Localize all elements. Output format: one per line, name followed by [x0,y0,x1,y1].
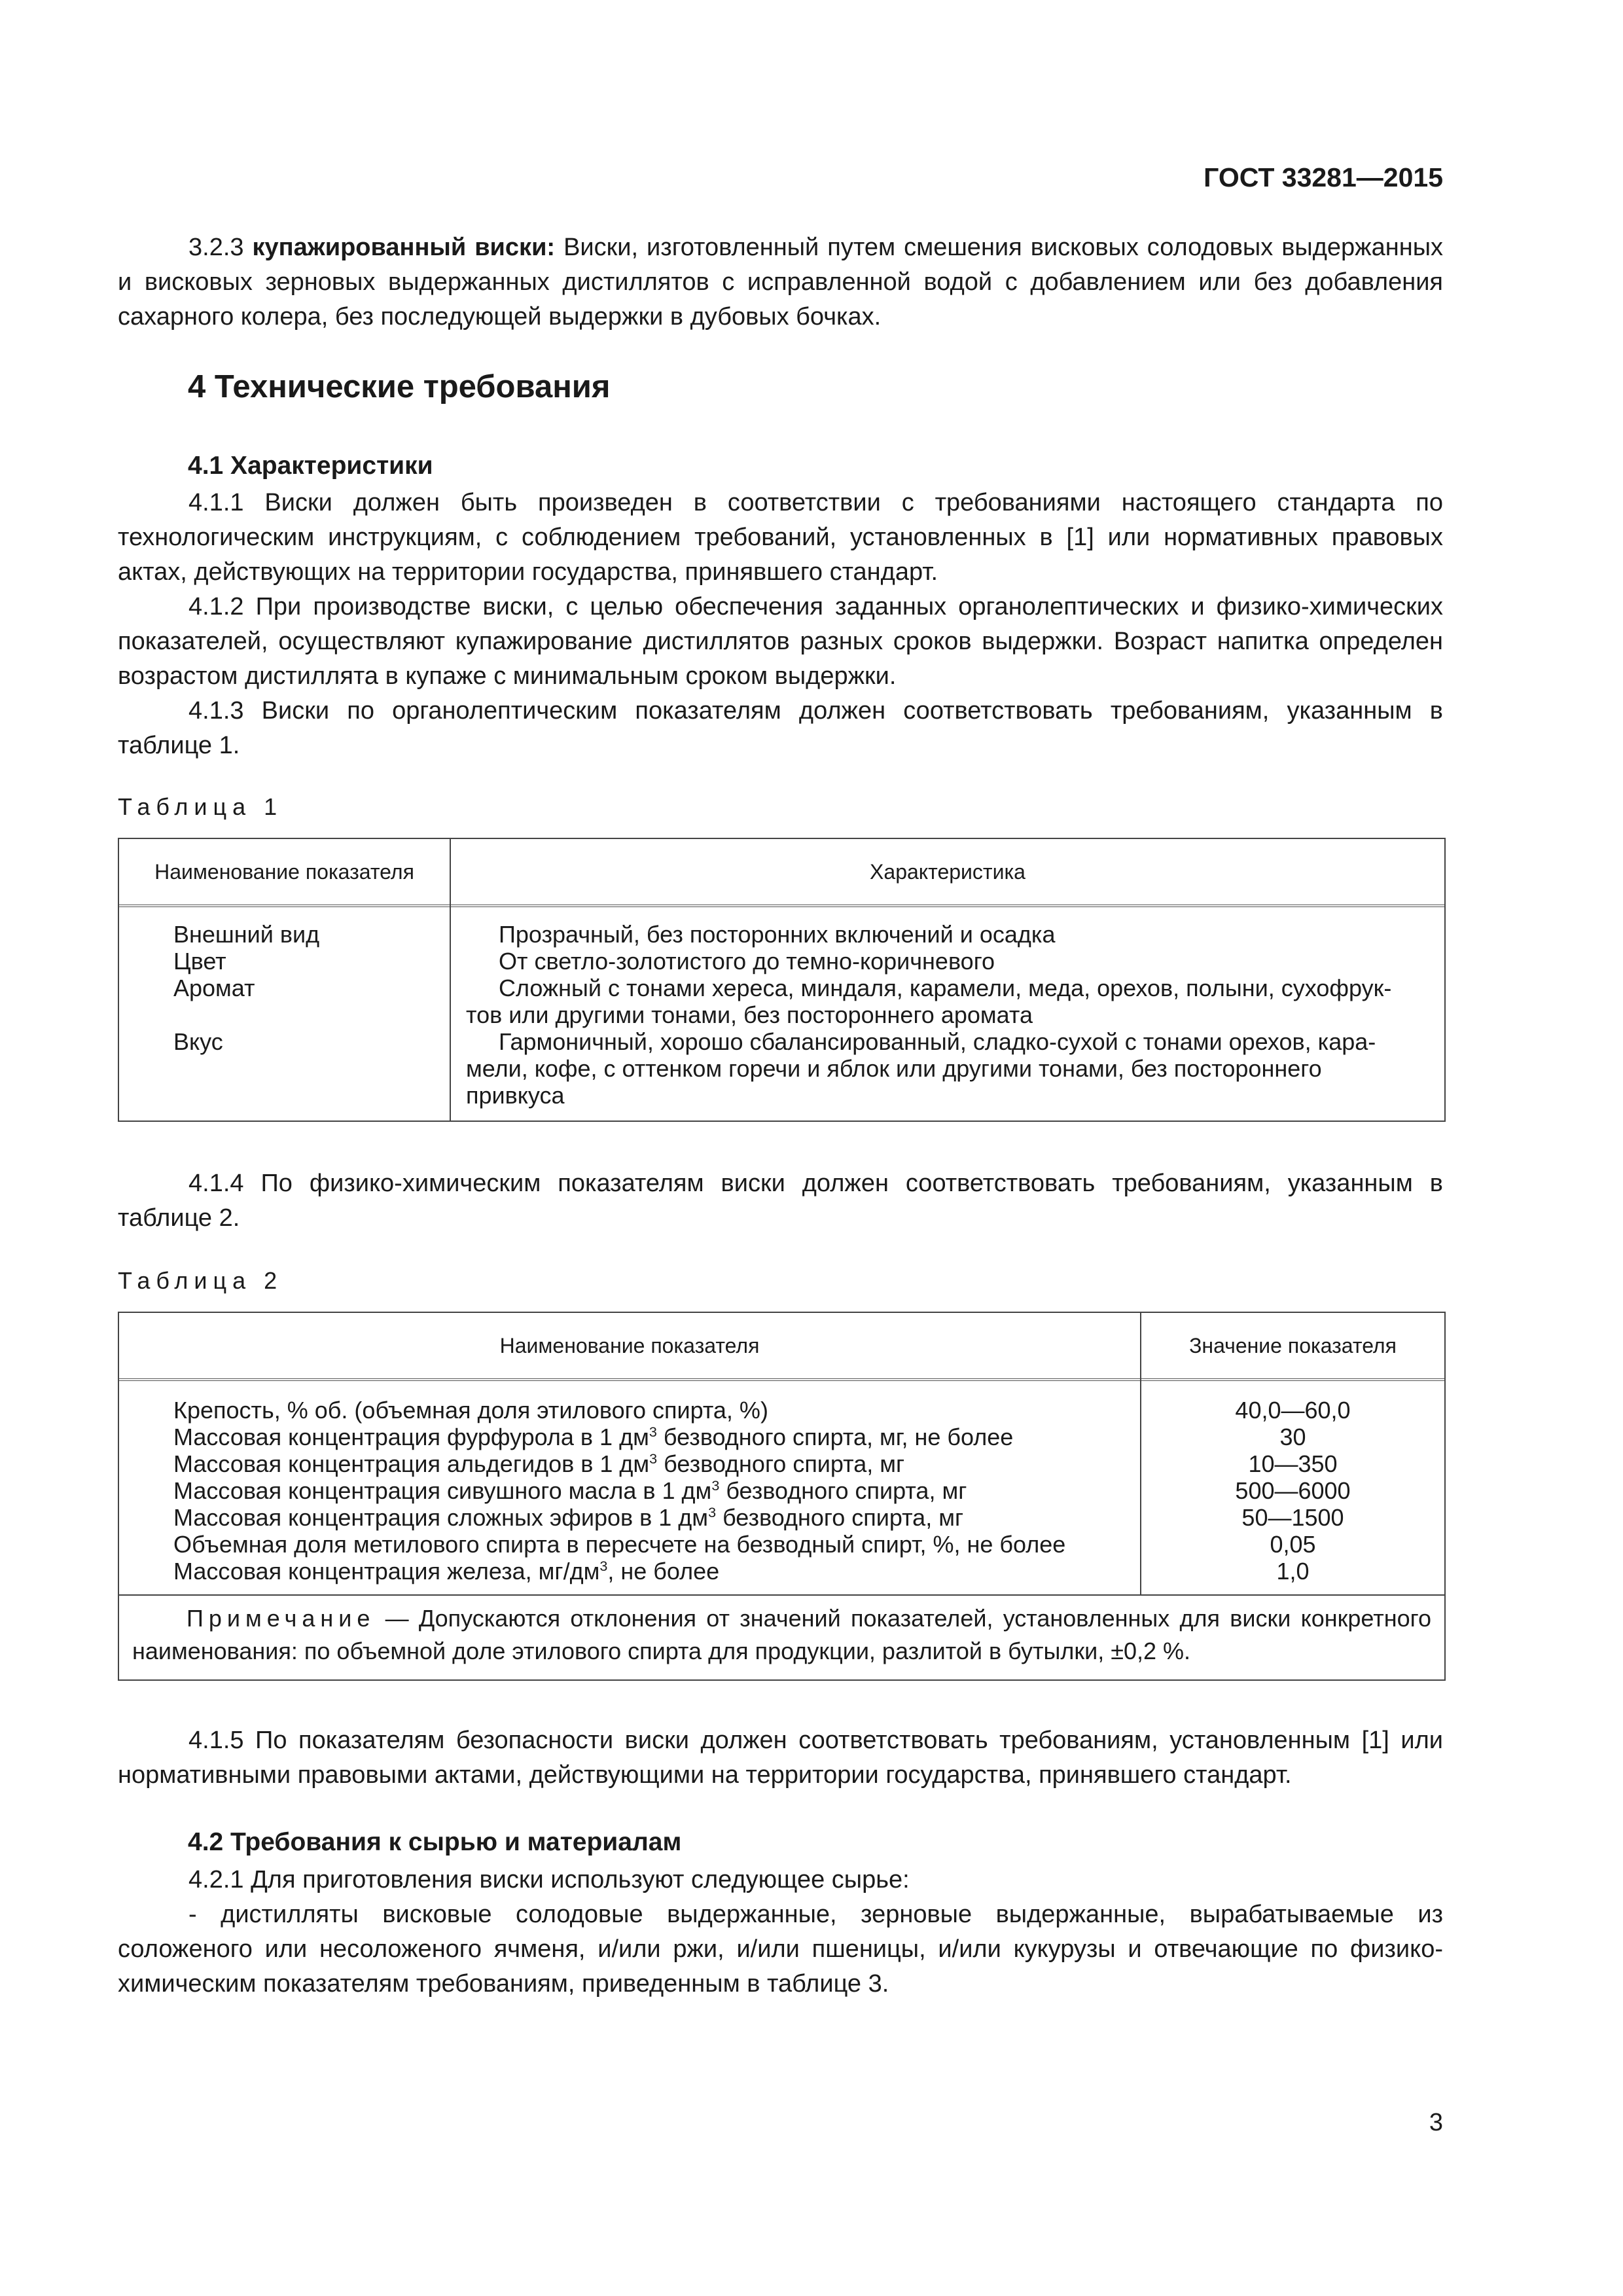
cell: привкуса [466,1082,565,1109]
column-header: Характеристика [870,859,1026,884]
paragraph-4-2-1: 4.2.1 Для приготовления виски используют следующее сырье: [188,1866,910,1893]
cell: Цвет [173,948,226,975]
table-row: Массовая концентрация альдегидов в 1 $дм^3$ безводного спирта, мг [173,1450,905,1477]
table-row: Массовая концентрация железа, $мг/дм^3$, не более [173,1558,720,1585]
cell: мели, кофе, с оттенком горечи и яблок или другими тонами, без постороннего [466,1055,1322,1082]
definition: Виски, изготовленный путем смешения висковых солодовых выдержанных и висковых зерновых выдержанных дистиллятов с исправленной водой с добавлением или без добавления сахарного колера, без последующей выдержки в дубовых бочках. [118,234,1444,331]
subsection-heading: 4.1 Характеристики [188,452,433,480]
paragraph-4-1-3: 4.1.3 Виски по органолептическим показателям должен соответствовать требованиям, указанным в таблице 1. [118,697,1443,759]
standard-code: ГОСТ 33281—2015 [1204,162,1443,192]
cell [173,1001,442,1028]
indicator-values [1141,1397,1444,1585]
table-caption: Таблица 1 [118,793,283,820]
table-row: Массовая концентрация сложных эфиров в 1 $дм^3$ безводного спирта, мг [173,1504,964,1531]
column-header: Наименование показателя [499,1333,760,1357]
cell: тов или другими тонами, без постороннего аромата [466,1001,1033,1028]
table-note [119,1594,1444,1681]
indicator-names [173,1397,1135,1585]
page-number: 3 [1429,2109,1443,2136]
subsection-heading: 4.2 Требования к сырью и материалам [188,1828,682,1856]
cell: Аромат [173,975,255,1001]
table-row: Объемная доля метилового спирта в пересчете на безводный спирт, %, не более [173,1531,1066,1558]
list-item: - дистилляты висковые солодовые выдержанные, зерновые выдержанные, вырабатываемые из соложеного или несоложеного ячменя, и/или ржи, и/или пшеницы, и/или кукурузы и отвечающие по физико-химическим показателям требованиям, приведенным в таблице 3. [118,1901,1443,1998]
note-text: — Допускаются отклонения от значений показателей, установленных для виски конкретного наименования: по объемной доле этилового спирта для продукции, разлитой в бутылки, ±0,2 %. [132,1605,1431,1664]
cell: 1,0 [1276,1558,1310,1585]
cell: 40,0—60,0 [1235,1397,1351,1424]
table-row: Крепость, % об. (объемная доля этилового спирта, %) [173,1397,768,1424]
cell: Сложный с тонами хереса, миндаля, карамели, меда, орехов, полыни, сухофрук- [466,975,1392,1001]
cell: 500—6000 [1235,1477,1351,1504]
paragraph-4-1-2: 4.1.2 При производстве виски, с целью обеспечения заданных органолептических и физико-химических показателей, осуществляют купажирование дистиллятов разных сроков выдержки. Возраст напитка определен возрастом дистиллята в купаже с минимальным сроком выдержки. [118,593,1443,690]
table-1 [118,838,1446,1122]
cell: От светло-золотистого до темно-коричневого [466,948,995,975]
indicator-names [173,921,442,1109]
cell [173,1055,442,1082]
table-2 [118,1312,1446,1681]
paragraph-4-1-4: 4.1.4 По физико-химическим показателям виски должен соответствовать требованиям, указанным в таблице 2. [118,1170,1443,1232]
cell: 10—350 [1248,1450,1338,1477]
table-row: Массовая концентрация сивушного масла в 1 $дм^3$ безводного спирта, мг [173,1477,967,1504]
clause-number: 3.2.3 [188,234,244,261]
paragraph-4-1-5: 4.1.5 По показателям безопасности виски должен соответствовать требованиям, установленным [1] или нормативными правовыми актами, действующими на территории государства, принявшего стандарт. [118,1727,1443,1789]
column-divider [450,839,451,1121]
table-row: Массовая концентрация фурфурола в 1 $дм^3$ безводного спирта, мг, не более [173,1424,1014,1450]
cell [173,1082,442,1109]
cell: 0,05 [1270,1531,1316,1558]
paragraph-3-2-3 [118,230,1443,334]
section-heading: 4 Технические требования [188,369,611,404]
cell: Вкус [173,1028,223,1055]
paragraph-4-1-1: 4.1.1 Виски должен быть произведен в соответствии с требованиями настоящего стандарта по технологическим инструкциям, с соблюдением требований, установленных в [1] или нормативных правовых актах, действующих на территории государства, принявшего стандарт. [118,489,1443,586]
column-header: Значение показателя [1189,1333,1397,1357]
table-caption: Таблица 2 [118,1267,283,1294]
characteristics [466,921,1435,1109]
cell: Внешний вид [173,921,320,948]
cell: Гармоничный, хорошо сбалансированный, сладко-сухой с тонами орехов, кара- [466,1028,1376,1055]
term: купажированный виски: [252,234,556,261]
cell: 30 [1279,1424,1306,1450]
cell: Прозрачный, без посторонних включений и осадка [466,921,1056,948]
note-label: Примечание [187,1605,376,1632]
column-header: Наименование показателя [154,859,414,884]
cell: 50—1500 [1241,1504,1344,1531]
